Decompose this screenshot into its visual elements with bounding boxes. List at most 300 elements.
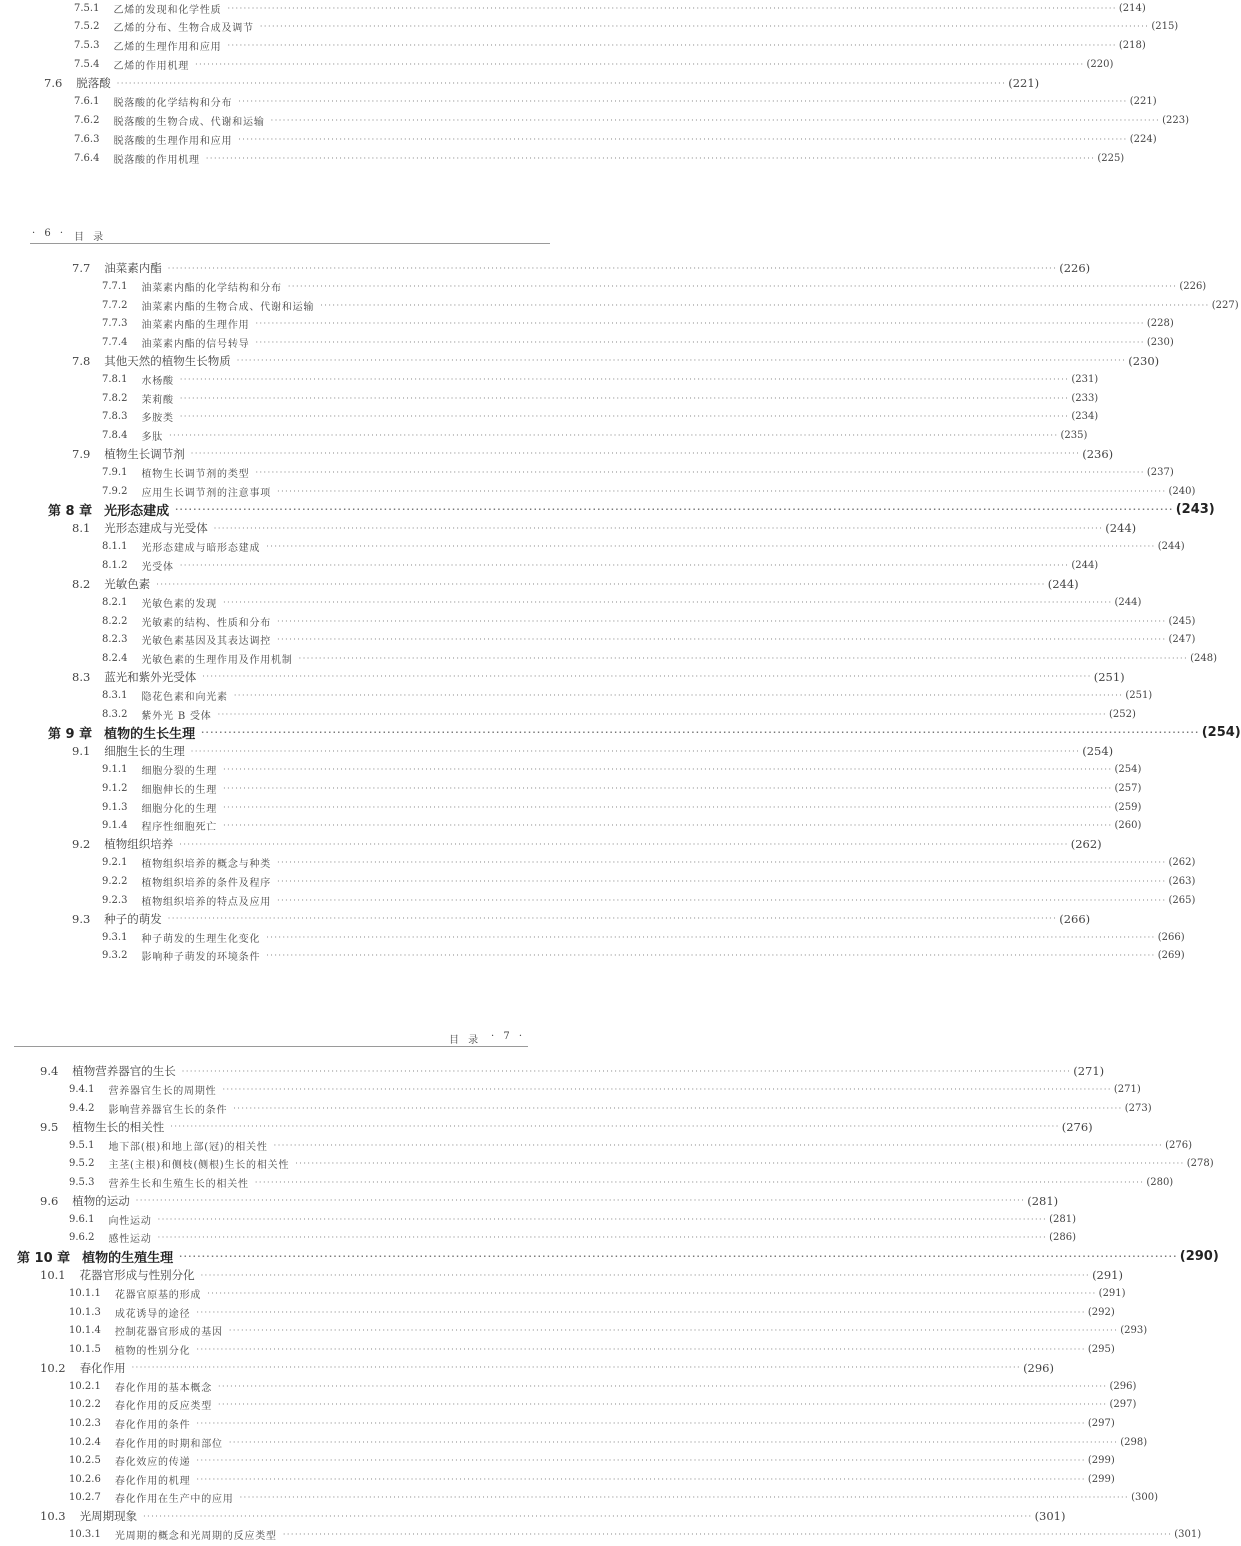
toc-subsection-entry[interactable]: [102, 482, 1196, 500]
toc-entry-page: (262): [1070, 837, 1102, 852]
toc-subsection-entry[interactable]: [74, 130, 1157, 148]
header-rule: [30, 243, 550, 244]
toc-section-entry[interactable]: [72, 742, 1114, 760]
toc-entry-title: 植物的生长生理: [104, 727, 196, 743]
dot-leader: ····························································································································································································································: [233, 1103, 1123, 1113]
toc-entry-number: 7.5.3: [74, 40, 100, 51]
dot-leader: ····························································································································································································································: [200, 1270, 1091, 1280]
toc-entry-title: 影响种子萌发的环境条件: [141, 952, 261, 964]
toc-entry-title: 光形态建成与光受体: [104, 521, 208, 536]
toc-section-entry[interactable]: [72, 519, 1137, 537]
dot-leader: ····························································································································································································································: [295, 1159, 1185, 1169]
toc-section-entry[interactable]: [44, 74, 1040, 92]
toc-entry-page: (215): [1151, 21, 1179, 33]
toc-subsection-entry[interactable]: [102, 705, 1136, 723]
toc-entry-page: (266): [1157, 931, 1185, 943]
toc-entry-number: 9.1.2: [102, 783, 128, 795]
toc-subsection-entry[interactable]: [74, 112, 1189, 130]
toc-entry-number: 7.9: [72, 446, 91, 461]
toc-entry-title: 多肽: [141, 431, 164, 443]
toc-entry-number: 7.6: [44, 76, 63, 90]
toc-subsection-entry[interactable]: [102, 854, 1196, 872]
toc-entry-number: 10.2.5: [69, 1455, 101, 1467]
toc-entry-page: (262): [1168, 857, 1196, 869]
toc-subsection-entry[interactable]: [102, 296, 1239, 314]
toc-entry-title: 油菜素内酯的生理作用: [141, 320, 250, 332]
toc-entry-number: 9.3.1: [102, 931, 128, 943]
toc-entry-title: 种子的萌发: [104, 911, 162, 926]
toc-subsection-entry[interactable]: [69, 1470, 1115, 1488]
toc-entry-number: 8.3.1: [102, 690, 128, 702]
toc-subsection-entry[interactable]: [102, 463, 1174, 481]
toc-entry-number: 9.5.1: [69, 1139, 95, 1151]
dot-leader: ····························································································································································································································: [277, 616, 1167, 626]
toc-subsection-entry[interactable]: [69, 1210, 1076, 1228]
toc-entry-page: (231): [1071, 374, 1099, 386]
dot-leader: ····························································································································································································································: [167, 914, 1058, 924]
dot-leader: ····························································································································································································································: [196, 1344, 1086, 1354]
toc-chapter-entry[interactable]: [17, 1248, 1219, 1266]
toc-subsection-entry[interactable]: [69, 1285, 1126, 1303]
toc-entry-number: 7.8.4: [102, 429, 128, 441]
toc-subsection-entry[interactable]: [102, 556, 1099, 574]
toc-entry-number: 8.2.1: [102, 597, 128, 609]
toc-entry-number: 9.2.1: [102, 857, 128, 869]
toc-entry-number: 10.2: [40, 1360, 66, 1375]
toc-entry-title: 主茎(主根)和侧枝(侧根)生长的相关性: [108, 1160, 290, 1172]
toc-entry-title: 油菜素内酯的信号转导: [141, 338, 250, 350]
toc-entry-page: (280): [1146, 1176, 1174, 1188]
dot-leader: ····························································································································································································································: [143, 1511, 1033, 1521]
toc-entry-page: (214): [1118, 2, 1146, 14]
toc-section-entry[interactable]: [72, 352, 1160, 370]
dot-leader: ····························································································································································································································: [277, 635, 1167, 645]
toc-entry-page: (286): [1049, 1232, 1076, 1244]
toc-entry-title: 脱落酸的化学结构和分布: [113, 98, 233, 110]
toc-entry-title: 光敏色素基因及其表达调控: [141, 636, 272, 648]
toc-entry-title: 水杨酸: [141, 376, 174, 388]
toc-subsection-entry[interactable]: [69, 1414, 1115, 1432]
dot-leader: ····························································································································································································································: [266, 951, 1156, 961]
toc-entry-page: (227): [1211, 299, 1239, 311]
toc-subsection-entry[interactable]: [102, 371, 1099, 389]
toc-entry-number: 第 10 章: [17, 1251, 71, 1266]
toc-entry-page: (269): [1157, 950, 1185, 962]
toc-entry-title: 植物的运动: [72, 1193, 130, 1208]
toc-entry-page: (226): [1059, 261, 1091, 275]
toc-entry-title: 多胺类: [141, 413, 174, 425]
toc-entry-number: 第 9 章: [48, 727, 93, 743]
toc-subsection-entry[interactable]: [69, 1155, 1214, 1173]
toc-entry-page: (223): [1162, 115, 1189, 126]
toc-entry-number: 8.2.3: [102, 634, 128, 646]
toc-subsection-entry[interactable]: [102, 315, 1174, 333]
toc-entry-page: (290): [1179, 1249, 1219, 1264]
dot-leader: ····························································································································································································································: [238, 97, 1128, 107]
toc-subsection-entry[interactable]: [69, 1377, 1137, 1395]
toc-entry-page: (218): [1118, 40, 1146, 51]
dot-leader: ····························································································································································································································: [181, 1066, 1072, 1076]
toc-subsection-entry[interactable]: [74, 18, 1179, 36]
toc-subsection-entry[interactable]: [102, 649, 1217, 667]
toc-section-entry[interactable]: [72, 259, 1091, 277]
toc-entry-page: (244): [1157, 541, 1185, 553]
dot-leader: ····························································································································································································································: [277, 876, 1167, 886]
toc-entry-number: 7.7: [72, 261, 91, 275]
toc-entry-number: 9.1: [72, 744, 91, 759]
toc-entry-page: (301): [1034, 1509, 1066, 1524]
toc-entry-title: 花器官形成与性别分化: [79, 1268, 195, 1283]
toc-entry-page: (235): [1060, 429, 1088, 441]
toc-subsection-entry[interactable]: [74, 55, 1114, 73]
dot-leader: ····························································································································································································································: [218, 1381, 1108, 1391]
dot-leader: ····························································································································································································································: [282, 1530, 1173, 1540]
toc-subsection-entry[interactable]: [69, 1396, 1137, 1414]
toc-entry-title: 光敏色素: [104, 577, 151, 592]
toc-entry-title: 光敏色素的发现: [141, 599, 218, 611]
toc-entry-page: (228): [1146, 318, 1174, 330]
toc-entry-page: (300): [1131, 1492, 1158, 1504]
dot-leader: ····························································································································································································································: [179, 393, 1070, 403]
dot-leader: ····························································································································································································································: [223, 598, 1113, 608]
dot-leader: ····························································································································································································································: [196, 1456, 1086, 1466]
toc-entry-number: 7.5.1: [74, 2, 100, 14]
toc-entry-number: 9.6.2: [69, 1232, 95, 1244]
dot-leader: ····························································································································································································································: [277, 858, 1167, 868]
toc-entry-page: (220): [1086, 58, 1114, 70]
toc-section-entry[interactable]: [40, 1507, 1066, 1525]
toc-subsection-entry[interactable]: [102, 947, 1185, 965]
toc-entry-page: (230): [1146, 336, 1174, 348]
toc-subsection-entry[interactable]: [74, 93, 1157, 111]
toc-entry-title: 细胞伸长的生理: [141, 785, 218, 797]
toc-section-entry[interactable]: [40, 1266, 1123, 1284]
dot-leader: ····························································································································································································································: [222, 1085, 1112, 1095]
toc-entry-title: 蓝光和紫外光受体: [104, 669, 197, 684]
toc-section-entry[interactable]: [72, 445, 1114, 463]
toc-section-entry[interactable]: [40, 1359, 1054, 1377]
toc-subsection-entry[interactable]: [69, 1322, 1148, 1340]
dot-leader: ····························································································································································································································: [179, 375, 1070, 385]
dot-leader: ····························································································································································································································: [255, 467, 1145, 477]
toc-subsection-entry[interactable]: [69, 1433, 1148, 1451]
toc-subsection-entry[interactable]: [102, 761, 1142, 779]
toc-entry-page: (244): [1114, 597, 1142, 609]
toc-entry-page: (301): [1174, 1529, 1202, 1541]
dot-leader: ····························································································································································································································: [213, 523, 1104, 533]
toc-subsection-entry[interactable]: [69, 1136, 1193, 1154]
toc-entry-page: (251): [1125, 690, 1153, 702]
dot-leader: ····························································································································································································································: [190, 746, 1081, 756]
toc-subsection-entry[interactable]: [74, 149, 1125, 167]
toc-entry-number: 7.7.1: [102, 281, 128, 293]
dot-leader: ····························································································································································································································: [255, 319, 1145, 329]
toc-subsection-entry[interactable]: [69, 1303, 1115, 1321]
toc-section-entry[interactable]: [72, 668, 1125, 686]
toc-entry-number: 8.2.2: [102, 615, 128, 627]
toc-subsection-entry[interactable]: [102, 891, 1196, 909]
toc-entry-page: (291): [1098, 1288, 1126, 1300]
toc-entry-number: 9.2: [72, 837, 91, 852]
toc-entry-title: 春化作用的机理: [114, 1475, 191, 1487]
toc-subsection-entry[interactable]: [102, 872, 1196, 890]
dot-leader: ····························································································································································································································: [196, 1474, 1086, 1484]
toc-entry-title: 光形态建成: [104, 504, 170, 520]
dot-leader: ····························································································································································································································: [277, 895, 1167, 905]
dot-leader: ····························································································································································································································: [218, 1400, 1108, 1410]
dot-leader: ····························································································································································································································: [179, 1252, 1178, 1261]
toc-entry-number: 9.3.2: [102, 950, 128, 962]
toc-entry-number: 7.7.2: [102, 299, 128, 311]
dot-leader: ····························································································································································································································: [179, 839, 1069, 849]
toc-entry-title: 感性运动: [108, 1234, 152, 1246]
toc-entry-page: (263): [1168, 875, 1196, 887]
toc-entry-page: (296): [1109, 1380, 1137, 1392]
toc-entry-number: 7.6.3: [74, 133, 100, 145]
toc-entry-number: 10.2.1: [69, 1380, 101, 1392]
toc-entry-number: 10.1.4: [69, 1325, 101, 1337]
toc-entry-title: 植物组织培养的概念与种类: [141, 859, 272, 871]
dot-leader: ····························································································································································································································: [233, 691, 1124, 701]
toc-entry-title: 春化作用的条件: [114, 1419, 191, 1431]
toc-subsection-entry[interactable]: [69, 1229, 1076, 1247]
toc-entry-title: 营养生长和生殖生长的相关性: [108, 1178, 249, 1190]
toc-subsection-entry[interactable]: [102, 631, 1196, 649]
dot-leader: ····························································································································································································································: [270, 116, 1161, 125]
toc-section-entry[interactable]: [72, 910, 1091, 928]
toc-entry-title: 隐花色素和向光素: [141, 692, 228, 704]
toc-entry-number: 7.7.3: [102, 318, 128, 330]
toc-entry-page: (292): [1087, 1306, 1115, 1318]
toc-entry-page: (240): [1168, 485, 1196, 497]
toc-entry-number: 9.1.4: [102, 820, 128, 832]
toc-subsection-entry[interactable]: [102, 389, 1099, 407]
toc-entry-page: (298): [1120, 1436, 1148, 1448]
toc-entry-title: 春化作用的基本概念: [114, 1382, 213, 1394]
dot-leader: ····························································································································································································································: [238, 134, 1128, 144]
toc-entry-page: (233): [1071, 392, 1099, 404]
toc-entry-page: (252): [1109, 708, 1136, 720]
toc-entry-title: 乙烯的分布、生物合成及调节: [113, 23, 254, 35]
toc-entry-title: 乙烯的生理作用和应用: [113, 42, 222, 53]
toc-entry-title: 植物生长的相关性: [72, 1119, 165, 1134]
toc-entry-page: (260): [1114, 820, 1142, 832]
dot-leader: ····························································································································································································································: [196, 1418, 1086, 1428]
toc-entry-title: 植物组织培养的条件及程序: [141, 877, 272, 889]
toc-entry-title: 影响营养器官生长的条件: [108, 1104, 228, 1116]
toc-subsection-entry[interactable]: [102, 612, 1196, 630]
toc-subsection-entry[interactable]: [102, 333, 1174, 351]
toc-subsection-entry[interactable]: [69, 1489, 1158, 1507]
toc-entry-number: 7.8.2: [102, 392, 128, 404]
toc-entry-number: 9.3: [72, 911, 91, 926]
toc-entry-page: (247): [1168, 634, 1196, 646]
toc-entry-title: 其他天然的植物生长物质: [104, 353, 231, 368]
toc-entry-title: 成花诱导的途径: [114, 1308, 191, 1320]
toc-section-entry[interactable]: [40, 1062, 1105, 1080]
toc-entry-page: (259): [1114, 801, 1142, 813]
toc-entry-number: 8.1.1: [102, 541, 128, 553]
toc-entry-title: 细胞分化的生理: [141, 803, 218, 815]
dot-leader: ····························································································································································································································: [157, 1233, 1048, 1243]
toc-entry-title: 光周期的概念和光周期的反应类型: [114, 1531, 277, 1543]
toc-entry-page: (254): [1082, 744, 1114, 759]
toc-entry-number: 9.5.2: [69, 1158, 95, 1170]
dot-leader: ····························································································································································································································: [273, 1140, 1164, 1150]
dot-leader: ····························································································································································································································: [228, 1437, 1119, 1447]
toc-entry-page: (266): [1059, 911, 1091, 926]
toc-subsection-entry[interactable]: [102, 426, 1088, 444]
toc-entry-number: 10.3.1: [69, 1529, 101, 1541]
toc-entry-page: (281): [1049, 1213, 1076, 1225]
toc-subsection-entry[interactable]: [69, 1099, 1152, 1117]
toc-subsection-entry[interactable]: [102, 928, 1185, 946]
toc-entry-number: 9.1.1: [102, 764, 128, 776]
toc-entry-title: 植物组织培养: [104, 837, 174, 852]
toc-entry-number: 10.1.5: [69, 1343, 101, 1355]
toc-entry-number: 7.6.2: [74, 115, 100, 126]
toc-entry-title: 春化作用的时期和部位: [114, 1438, 223, 1450]
toc-entry-number: 9.2.3: [102, 894, 128, 906]
toc-entry-page: (234): [1071, 411, 1099, 423]
dot-leader: ····························································································································································································································: [202, 672, 1092, 682]
toc-section-entry[interactable]: [72, 835, 1102, 853]
toc-entry-number: 7.5.4: [74, 58, 100, 70]
dot-leader: ····························································································································································································································: [223, 784, 1113, 794]
toc-subsection-entry[interactable]: [102, 594, 1142, 612]
toc-entry-number: 9.2.2: [102, 875, 128, 887]
toc-entry-page: (244): [1105, 521, 1137, 536]
toc-entry-page: (244): [1071, 559, 1099, 571]
toc-subsection-entry[interactable]: [102, 817, 1142, 835]
toc-entry-title: 光周期现象: [79, 1509, 138, 1524]
toc-entry-number: 7.9.1: [102, 466, 128, 478]
dot-leader: ····························································································································································································································: [170, 1122, 1060, 1132]
toc-chapter-entry[interactable]: [48, 501, 1215, 520]
toc-entry-title: 脱落酸的生物合成、代谢和运输: [113, 117, 265, 128]
toc-entry-title: 植物的性别分化: [114, 1345, 191, 1357]
toc-entry-number: 9.6.1: [69, 1213, 95, 1225]
toc-entry-page: (230): [1128, 353, 1160, 368]
toc-entry-title: 植物组织培养的特点及应用: [141, 896, 272, 908]
toc-entry-title: 脱落酸的生理作用和应用: [113, 135, 233, 147]
page-number-label: · 7 ·: [491, 1031, 526, 1042]
toc-entry-number: 10.2.7: [69, 1492, 101, 1504]
toc-entry-title: 乙烯的发现和化学性质: [113, 4, 222, 16]
toc-entry-title: 光敏色素的生理作用及作用机制: [141, 654, 293, 666]
toc-entry-page: (257): [1114, 783, 1142, 795]
toc-entry-title: 植物的生殖生理: [82, 1251, 174, 1266]
toc-entry-number: 7.5.2: [74, 21, 100, 33]
dot-leader: ····························································································································································································································: [239, 1493, 1130, 1503]
toc-entry-page: (224): [1129, 133, 1157, 145]
toc-section-entry[interactable]: [72, 575, 1079, 593]
toc-entry-number: 10.2.6: [69, 1473, 101, 1485]
toc-entry-number: 10.1.1: [69, 1288, 101, 1300]
toc-entry-number: 第 8 章: [48, 504, 93, 520]
toc-entry-title: 光形态建成与暗形态建成: [141, 543, 261, 555]
toc-entry-title: 春化作用在生产中的应用: [114, 1494, 234, 1506]
toc-subsection-entry[interactable]: [69, 1452, 1115, 1470]
toc-entry-number: 10.1: [40, 1268, 66, 1283]
toc-entry-number: 7.8.1: [102, 374, 128, 386]
toc-entry-page: (276): [1061, 1119, 1093, 1134]
toc-subsection-entry[interactable]: [102, 408, 1099, 426]
toc-entry-number: 7.9.2: [102, 485, 128, 497]
toc-entry-title: 植物营养器官的生长: [72, 1064, 176, 1078]
toc-entry-number: 9.5.3: [69, 1176, 95, 1188]
toc-entry-title: 春化效应的传递: [114, 1457, 191, 1469]
toc-chapter-entry[interactable]: [48, 724, 1241, 743]
toc-entry-page: (297): [1087, 1417, 1115, 1429]
toc-entry-title: 细胞生长的生理: [104, 744, 185, 759]
dot-leader: ····························································································································································································································: [266, 932, 1156, 942]
dot-leader: ····························································································································································································································: [217, 709, 1108, 719]
toc-entry-title: 控制花器官形成的基因: [114, 1327, 223, 1339]
toc-entry-page: (299): [1087, 1455, 1115, 1467]
dot-leader: ····························································································································································································································: [254, 1177, 1145, 1187]
toc-entry-page: (226): [1179, 281, 1207, 293]
toc-entry-number: 8.1.2: [102, 559, 128, 571]
toc-entry-page: (276): [1165, 1139, 1193, 1151]
toc-subsection-entry[interactable]: [69, 1526, 1202, 1544]
dot-leader: ····························································································································································································································: [223, 821, 1113, 831]
dot-leader: ····························································································································································································································: [175, 505, 1174, 515]
toc-entry-page: (243): [1175, 502, 1215, 518]
dot-leader: ····························································································································································································································: [320, 300, 1210, 310]
toc-entry-title: 春化作用的反应类型: [114, 1401, 213, 1413]
toc-entry-page: (236): [1082, 446, 1114, 461]
toc-entry-title: 程序性细胞死亡: [141, 822, 218, 834]
dot-leader: ····························································································································································································································: [205, 153, 1096, 163]
toc-entry-title: 花器官原基的形成: [114, 1290, 202, 1302]
toc-subsection-entry[interactable]: [102, 278, 1207, 296]
toc-section-entry[interactable]: [40, 1118, 1093, 1136]
dot-leader: ····························································································································································································································: [227, 41, 1117, 50]
toc-subsection-entry[interactable]: [102, 780, 1142, 798]
toc-entry-page: (278): [1186, 1158, 1214, 1170]
toc-subsection-entry[interactable]: [102, 798, 1142, 816]
toc-entry-title: 地下部(根)和地上部(冠)的相关性: [108, 1141, 268, 1153]
dot-leader: ····························································································································································································································: [227, 3, 1117, 13]
toc-entry-page: (293): [1120, 1325, 1148, 1337]
toc-entry-number: 8.1: [72, 521, 91, 536]
toc-entry-page: (244): [1047, 577, 1079, 592]
toc-subsection-entry[interactable]: [102, 538, 1185, 556]
toc-subsection-entry[interactable]: [74, 0, 1146, 17]
toc-entry-page: (281): [1027, 1193, 1059, 1208]
toc-entry-number: 7.8.3: [102, 411, 128, 423]
toc-subsection-entry[interactable]: [69, 1340, 1115, 1358]
toc-subsection-entry[interactable]: [102, 687, 1153, 705]
dot-leader: ····························································································································································································································: [228, 1326, 1119, 1336]
header-rule: [14, 1046, 528, 1047]
toc-subsection-entry[interactable]: [69, 1081, 1141, 1099]
toc-entry-number: 7.8: [72, 353, 91, 368]
toc-entry-number: 10.1.3: [69, 1306, 101, 1318]
toc-entry-page: (251): [1093, 669, 1125, 684]
toc-entry-page: (297): [1109, 1399, 1137, 1411]
toc-subsection-entry[interactable]: [69, 1173, 1174, 1191]
toc-entry-title: 脱落酸: [76, 76, 111, 90]
toc-entry-page: (295): [1087, 1343, 1115, 1355]
dot-leader: ····························································································································································································································: [266, 542, 1156, 552]
page-number-label: · 6 ·: [32, 228, 67, 239]
toc-section-entry[interactable]: [40, 1192, 1059, 1210]
toc-subsection-entry[interactable]: [74, 37, 1146, 55]
toc-entry-title: 光敏素的结构、性质和分布: [141, 617, 272, 629]
dot-leader: ····························································································································································································································: [116, 78, 1007, 88]
